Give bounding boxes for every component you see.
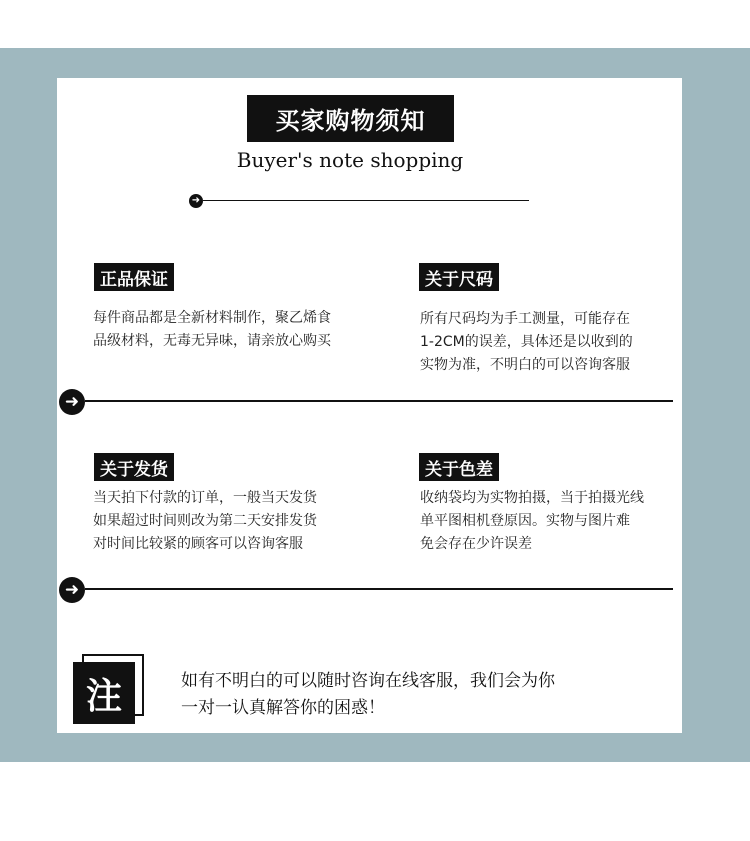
tag-about-shipping: 关于发货 — [94, 453, 174, 481]
content-card — [57, 78, 682, 733]
note-icon — [73, 654, 146, 724]
page-subtitle: Buyer's note shopping — [236, 148, 464, 172]
text-about-color: 收纳袋均为实物拍摄，当于拍摄光线 单平图相机登原因。实物与图片难 免会存在少许误差 — [420, 490, 644, 552]
text-genuine-guarantee: 每件商品都是全新材料制作，聚乙烯食 品级材料，无毒无异味，请亲放心购买 — [93, 310, 331, 349]
section-divider — [85, 588, 673, 590]
title-divider — [203, 200, 529, 201]
text-about-shipping: 当天拍下付款的订单，一般当天发货 如果超过时间则改为第二天安排发货 对时间比较紧的顾客可以咨询客服 — [93, 490, 317, 552]
section-divider — [85, 400, 673, 402]
arrow-right-circle-icon: ➜ — [59, 577, 85, 603]
tag-about-color: 关于色差 — [419, 453, 499, 481]
tag-about-size: 关于尺码 — [419, 263, 499, 291]
text-about-size: 所有尺码均为手工测量，可能存在 1-2CM的误差，具体还是以收到的 实物为准，不明白的可以咨询客服 — [420, 311, 633, 373]
tag-genuine-guarantee: 正品保证 — [94, 263, 174, 291]
note-icon-char: 注 — [73, 662, 135, 724]
page-title: 买家购物须知 — [247, 95, 454, 142]
arrow-right-circle-icon: ➜ — [59, 389, 85, 415]
arrow-right-circle-icon: ➜ — [189, 194, 203, 208]
note-text: 如有不明白的可以随时咨询在线客服，我们会为你 一对一认真解答你的困惑！ — [181, 671, 555, 718]
